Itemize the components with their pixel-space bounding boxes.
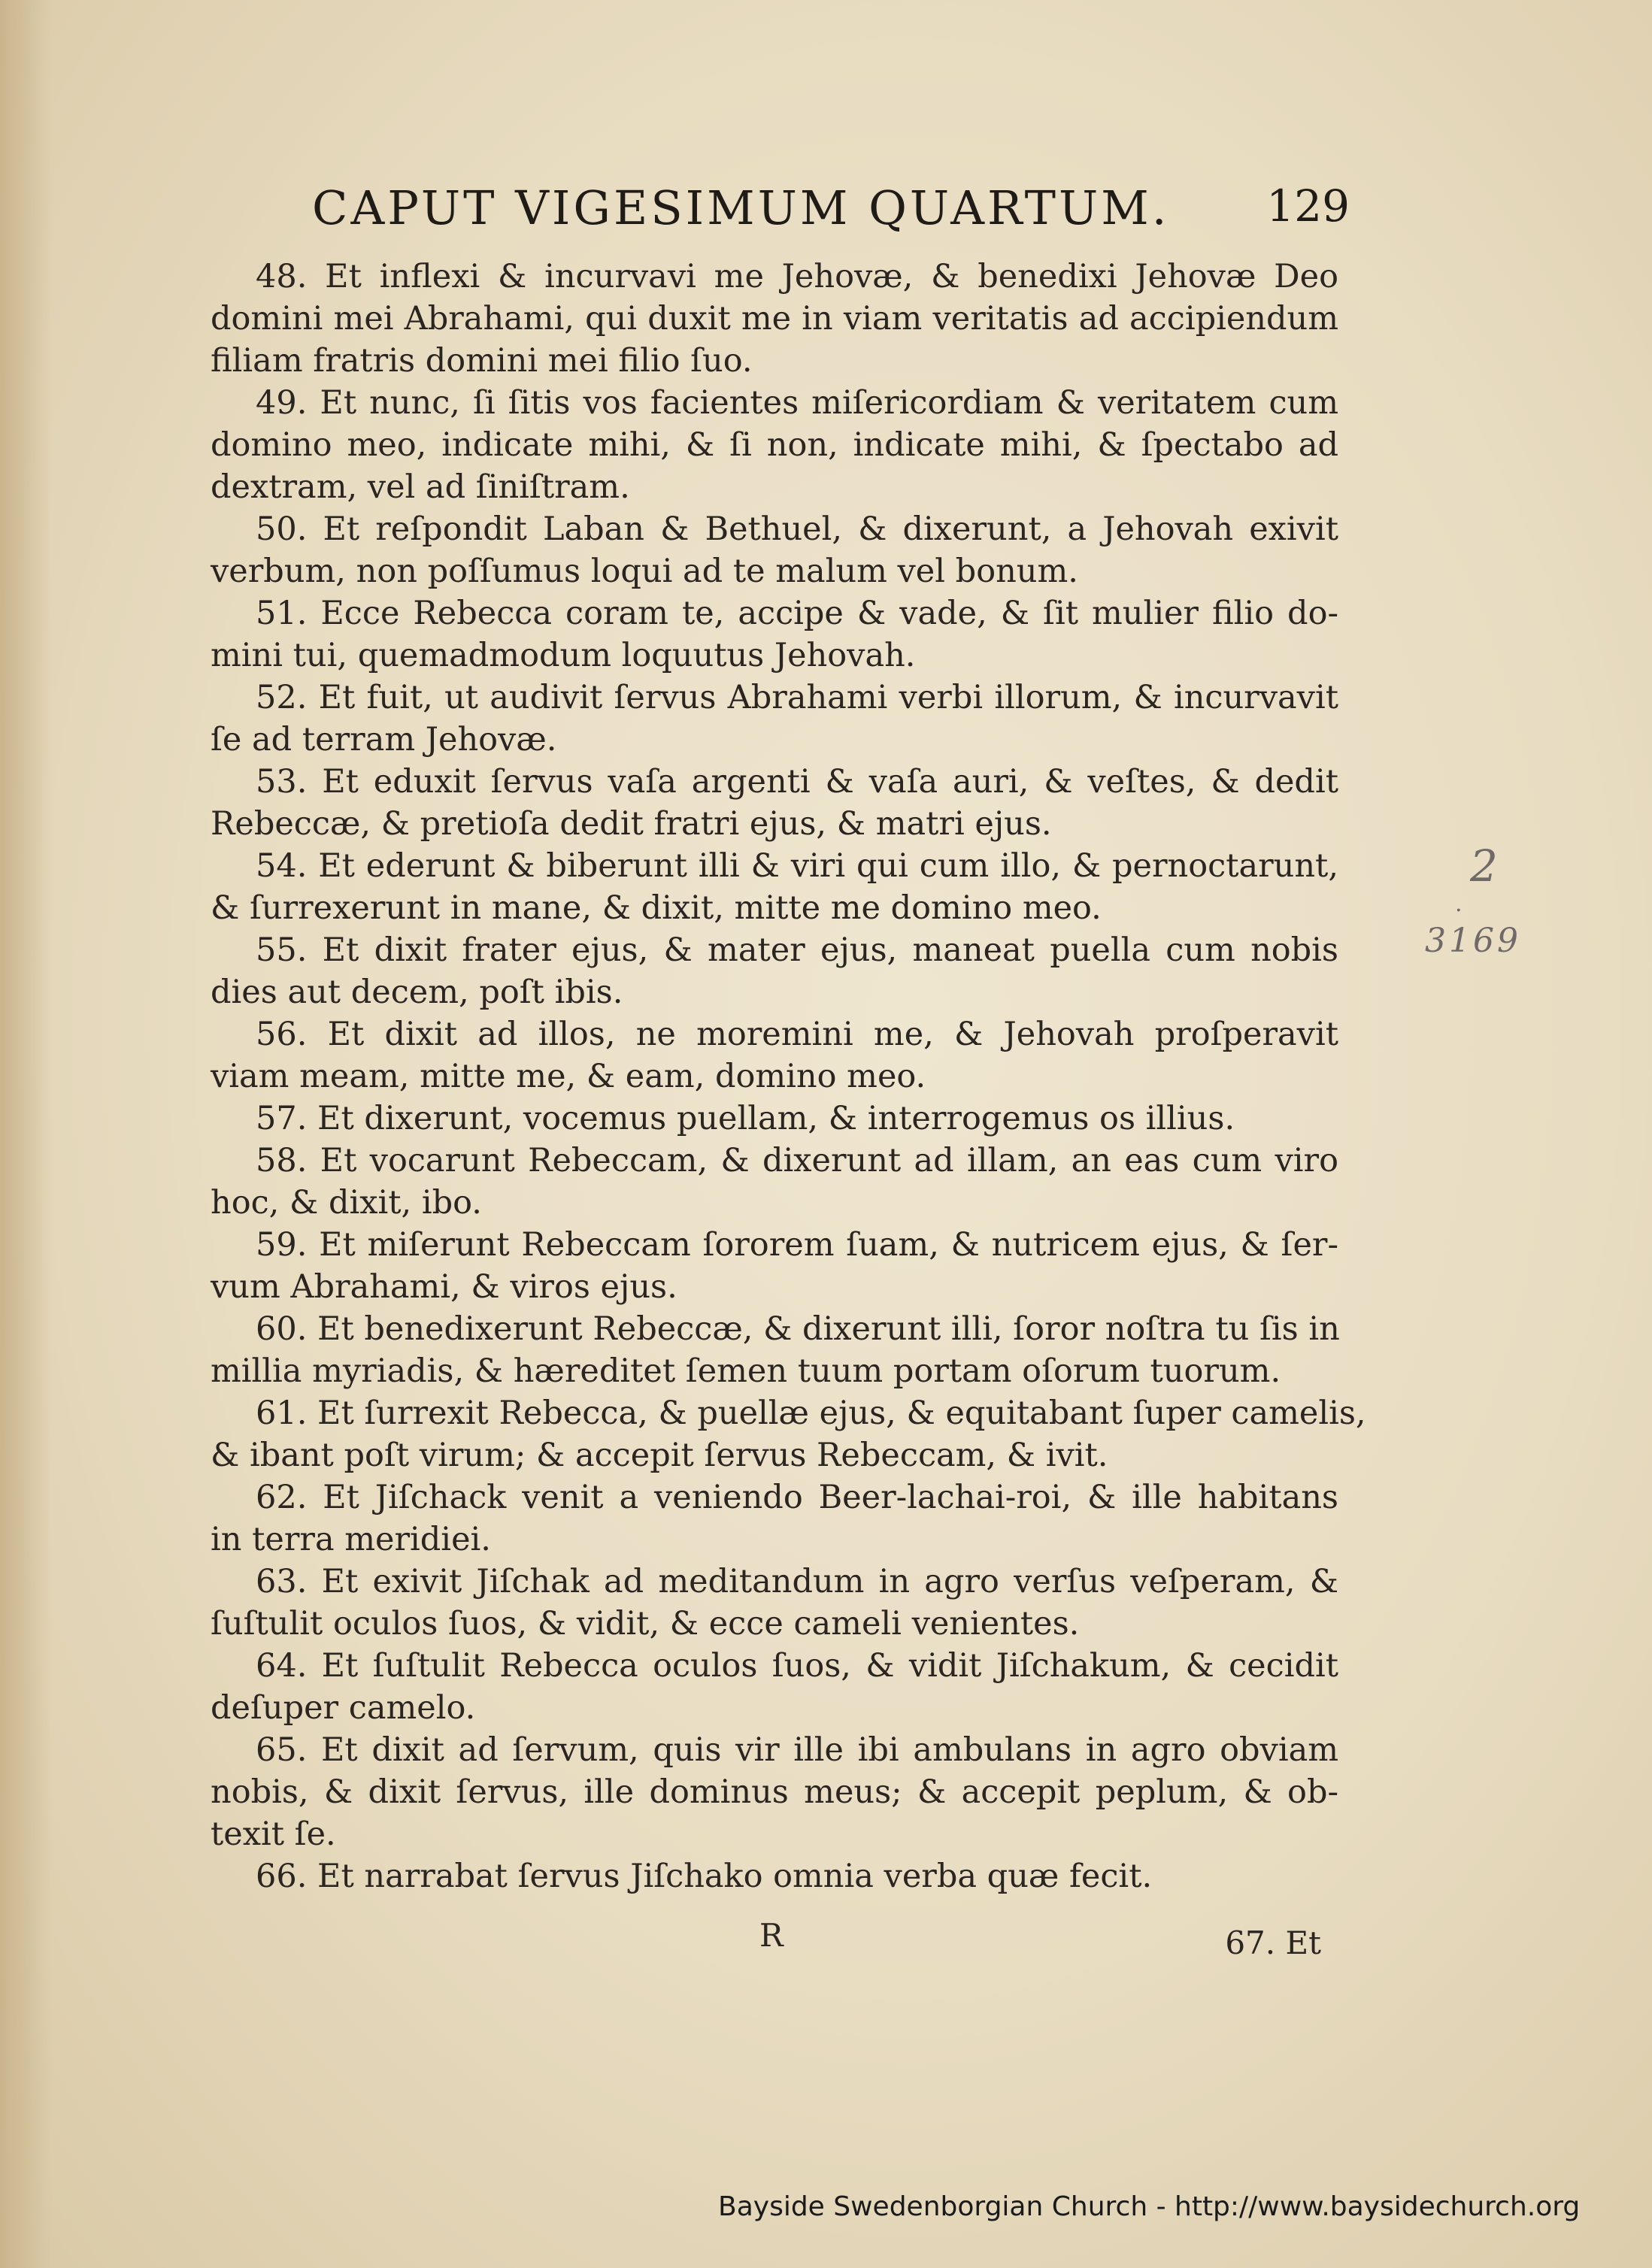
text-line: in terra meridiei. <box>211 1521 491 1558</box>
text-line: 62. Et Jiſchack venit a veniendo Beer-lachai-roi, & ille habitans <box>256 1479 1338 1516</box>
text-line: 49. Et nunc, ſi ſitis vos facientes miſericordiam & veritatem cum <box>256 384 1338 422</box>
catchword: 67. Et <box>1225 1924 1321 1961</box>
text-line: 63. Et exivit Jiſchak ad meditandum in agro verſus veſperam, & <box>256 1563 1338 1600</box>
text-line: dextram, vel ad ſiniſtram. <box>211 468 630 506</box>
text-line: 57. Et dixerunt, vocemus puellam, & interrogemus os illius. <box>256 1100 1235 1137</box>
body-text <box>211 256 1366 1897</box>
text-line: 61. Et ſurrexit Rebecca, & puellæ ejus, & equitabant ſuper camelis, <box>256 1394 1366 1432</box>
footer-credit: Bayside Swedenborgian Church - http://www.baysidechurch.org <box>718 2191 1581 2222</box>
page-number: 129 <box>1266 180 1350 232</box>
text-line: 54. Et ederunt & biberunt illi & viri qui cum illo, & pernoctarunt, <box>256 847 1338 885</box>
text-line: millia myriadis, & hæreditet ſemen tuum portam oſorum tuorum. <box>211 1352 1281 1390</box>
margin-note-numeral: 2 <box>1470 840 1498 892</box>
text-line: 64. Et ſuſtulit Rebecca oculos ſuos, & vidit Jiſchakum, & cecidit <box>256 1647 1338 1685</box>
text-line: Rebeccæ, & pretioſa dedit fratri ejus, & matri ejus. <box>211 805 1052 843</box>
text-line: & ibant poſt virum; & accepit ſervus Rebeccam, & ivit. <box>211 1437 1108 1474</box>
text-line: 59. Et miſerunt Rebeccam ſororem ſuam, & nutricem ejus, & ſer- <box>256 1226 1338 1264</box>
text-line: 51. Ecce Rebecca coram te, accipe & vade, & ſit mulier filio do- <box>256 595 1338 632</box>
text-line: 66. Et narrabat ſervus Jiſchako omnia verba quæ fecit. <box>256 1858 1153 1895</box>
text-line: & ſurrexerunt in mane, & dixit, mitte me domino meo. <box>211 889 1102 927</box>
margin-note-number: 3169 <box>1425 922 1521 960</box>
text-line: viam meam, mitte me, & eam, domino meo. <box>211 1058 926 1095</box>
text-line: 56. Et dixit ad illos, ne moremini me, & Jehovah proſperavit <box>256 1016 1338 1053</box>
text-line: domino meo, indicate mihi, & ſi non, indicate mihi, & ſpectabo ad <box>211 426 1338 464</box>
text-line: vum Abrahami, & viros ejus. <box>211 1268 677 1306</box>
text-line: ſe ad terram Jehovæ. <box>211 721 557 759</box>
text-line: 48. Et inflexi & incurvavi me Jehovæ, & benedixi Jehovæ Deo <box>256 258 1338 295</box>
text-line: texit ſe. <box>211 1815 336 1853</box>
text-line: ſuſtulit oculos ſuos, & vidit, & ecce cameli venientes. <box>211 1605 1080 1643</box>
text-line: domini mei Abrahami, qui duxit me in viam veritatis ad accipiendum <box>211 300 1338 338</box>
text-line: 50. Et reſpondit Laban & Bethuel, & dixerunt, a Jehovah exivit <box>256 510 1338 548</box>
text-line: hoc, & dixit, ibo. <box>211 1184 482 1222</box>
text-line: mini tui, quemadmodum loquutus Jehovah. <box>211 637 916 674</box>
text-line: dies aut decem, poſt ibis. <box>211 974 623 1011</box>
text-line: filiam fratris domini mei filio ſuo. <box>211 342 753 380</box>
text-line: 65. Et dixit ad ſervum, quis vir ille ibi ambulans in agro obviam <box>256 1731 1338 1769</box>
margin-note-mark: . <box>1455 891 1463 917</box>
signature-mark: R <box>759 1917 784 1954</box>
text-line: deſuper camelo. <box>211 1689 476 1727</box>
text-line: 53. Et eduxit ſervus vaſa argenti & vaſa auri, & veſtes, & dedit <box>256 763 1338 801</box>
running-title: CAPUT VIGESIMUM QUARTUM. <box>312 180 1170 235</box>
page-header <box>312 180 1350 241</box>
text-line: 52. Et fuit, ut audivit ſervus Abrahami verbi illorum, & incurvavit <box>256 679 1338 716</box>
page-edge-shadow <box>0 0 53 2268</box>
text-line: 55. Et dixit frater ejus, & mater ejus, maneat puella cum nobis <box>256 931 1338 969</box>
text-line: 60. Et benedixerunt Rebeccæ, & dixerunt illi, ſoror noſtra tu ſis in <box>256 1310 1340 1348</box>
text-line: verbum, non poſſumus loqui ad te malum vel bonum. <box>211 553 1078 590</box>
text-line: 58. Et vocarunt Rebeccam, & dixerunt ad illam, an eas cum viro <box>256 1142 1338 1179</box>
text-line: nobis, & dixit ſervus, ille dominus meus; & accepit peplum, & ob- <box>211 1773 1338 1811</box>
